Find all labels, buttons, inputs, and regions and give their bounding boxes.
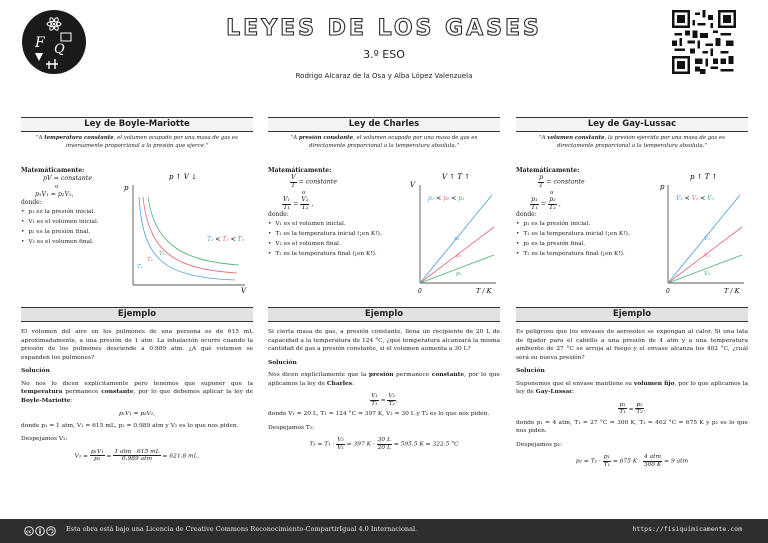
- axis-label-y: p: [660, 183, 665, 191]
- origin-label: 0: [418, 288, 422, 295]
- chart-title: p ↑ V ↓: [169, 173, 197, 181]
- gaylussac-example-title: Ejemplo: [516, 307, 748, 322]
- line-label: V₂: [704, 253, 711, 259]
- line-label: p₂: [456, 253, 462, 259]
- boyle-eq1: pV = constante: [43, 175, 93, 182]
- boyle-title: Ley de Boyle-Mariotte: [21, 117, 253, 132]
- charles-math: Matemáticamente: $\frac{V}{T}$ = constante o $\frac{\text{V₁}}{\text{T₁}}$ = $\frac{\text{V₂}}{\text{T₂}}$ , donde: • V₁ es el volumen inicial. • T₁ es la temperatura inicial (¡en K!). • V₂ es el volumen final. • T₂ es la temperatura final (¡en K!).: [268, 167, 396, 302]
- page-title: LEYES DE LOS GASES: [226, 16, 542, 41]
- license-link[interactable]: Esta obra está bajo una Licencia de Creative Commons Reconocimiento-CompartirIgual 4.0 Internacional.: [66, 525, 418, 533]
- curve-label: T₂: [147, 257, 153, 263]
- charles-quote: "A presión constante, el volumen ocupado por una masa de gas es directamente proporcional a la temperatura absoluta.": [290, 135, 478, 149]
- list-item: • T₂ es la temperatura final (¡en K!).: [516, 249, 644, 259]
- svg-text:Q: Q: [54, 42, 65, 57]
- list-item: • V₂ es el volumen final.: [21, 237, 149, 247]
- press-order: p₁ < p₂ < p₃: [428, 195, 465, 202]
- charles-chart: [408, 165, 500, 297]
- gaylussac-final: p₂ = T₂ · $\frac{\text{p₁}}{\text{T₁}}$ = 675 K · $\frac{\text{4 atm}}{300 K}$ = 9 atm: [575, 454, 689, 468]
- list-item: • V₁ es el volumen inicial.: [21, 217, 149, 227]
- page-subtitle: 3.º ESO: [363, 48, 405, 61]
- gaylussac-example: Es peligroso que los envases de aerosoles se expongan al calor. Si una lata de fijador para el cabello a una presión de 4 atm y a una temperatura ambiente de 27 °C se arroja al fuego y el envase alcanza los 402 °C, ¿cuál será su nueva presión? Solución Suponemos que el envase mantiene su volumen fijo, por lo que aplicamos la ley de Gay-Lussac: $\frac{\text{p₁}}{\text{T₁}}$ = $\frac{\text{p₂}}{\text{T₂}}$ , donde p₁ = 4 atm, T₁ = 27 °C = 300 K, T₂ = 402 °C = 675 K y p₂ es lo que nos piden. Despejamos p₂: p₂ = T₂ · $\frac{\text{p₁}}{\text{T₁}}$ = 675 K · $\frac{\text{4 atm}}{300 K}$ = 9 atm: [516, 329, 749, 468]
- svg-text:F: F: [35, 35, 45, 51]
- chart-title: p ↑ T ↑: [690, 173, 718, 181]
- creative-commons-icon[interactable]: [24, 526, 62, 536]
- site-url-link[interactable]: https://fisiquimicamente.com: [632, 525, 742, 533]
- gaylussac-column: [516, 117, 748, 519]
- gaylussac-quote: "A volumen constante, la presión ejercida por una masa de gas es directamente proporcional a la temperatura absoluta.": [539, 135, 725, 149]
- list-item: • V₁ es el volumen inicial.: [268, 219, 396, 229]
- gaylussac-chart: [654, 165, 748, 297]
- axis-label-y: V: [410, 181, 416, 189]
- charles-example: Si cierta masa de gas, a presión constante, llena un recipiente de 20 L de capacidad a la temperatura de 124 °C, ¿qué temperatura alcanzará la misma cantidad de gas a presión constante, si el volumen aumenta a 30 L? Solución Nos dicen explícitamente que la presión permanece constante, por lo que aplicamos la ley de Charles: $\frac{\text{V₁}}{\text{T₁}}$ = $\frac{\text{V₂}}{\text{T₂}}$ , donde V₁ = 20 L, T₁ = 124 °C = 397 K, V₂ = 30 L y T₂ es lo que nos piden. Despejamos T₂: T₂ = T₁ · $\frac{\text{V₂}}{\text{V₁}}$ = 397 K · $\frac{30 L}{20 L}$ = 595.5 K = 322.5 °C: [268, 329, 500, 451]
- line-label: p₁: [454, 236, 460, 242]
- boyle-chart: [123, 165, 251, 297]
- list-item: • p₁ es la presión inicial.: [21, 207, 149, 217]
- charles-column: [268, 117, 500, 519]
- authors: Rodrigo Alcaraz de la Osa y Alba López Valenzuela: [295, 72, 473, 80]
- list-item: • T₁ es la temperatura inicial (¡en K!).: [268, 229, 396, 239]
- gaylussac-title: Ley de Gay-Lussac: [516, 117, 748, 132]
- boyle-quote: "A temperatura constante, el volumen ocupado por una masa de gas es inversamente proporcional a la presión que ejerce.": [36, 135, 238, 149]
- gaylussac-eq2: $\frac{\text{p₁}}{\text{T₁}}$ = $\frac{\text{p₂}}{\text{T₂}}$ ,: [531, 196, 561, 211]
- list-item: • p₂ es la presión final.: [516, 239, 644, 249]
- list-item: • p₁ es la presión inicial.: [516, 219, 644, 229]
- list-item: • V₂ es el volumen final.: [268, 239, 396, 249]
- boyle-column: [21, 117, 253, 519]
- charles-defs: [268, 219, 396, 259]
- chart-title: V ↑ T ↑: [442, 173, 471, 181]
- axis-label-x: T / K: [476, 287, 492, 295]
- line-label: V₁: [704, 236, 711, 242]
- gaylussac-math: Matemáticamente: $\frac{p}{T}$ = constante o $\frac{\text{p₁}}{\text{T₁}}$ = $\frac{\text{p₂}}{\text{T₂}}$ , donde: • p₁ es la presión inicial. • T₁ es la temperatura inicial (¡en K!). • p₂ es la presión final. • T₂ es la temperatura final (¡en K!).: [516, 167, 644, 302]
- list-item: • p₂ es la presión final.: [21, 227, 149, 237]
- charles-final: T₂ = T₁ · $\frac{\text{V₂}}{\text{V₁}}$ = 397 K · $\frac{30 L}{20 L}$ = 595.5 K = 322.5 °C: [309, 437, 459, 451]
- curve-t2: [143, 197, 237, 273]
- line-label: V₃: [704, 271, 711, 277]
- curve-label: T₃: [159, 251, 165, 257]
- boyle-example: El volumen del aire en los pulmones de una persona es de 615 mL aproximadamente, a una presión de 1 atm. La inhalación ocurre cuando la presión de los pulmones desciende a 0.989 atm. ¿A qué volumen se expanden los pulmones? Solución No nos lo dicen explícitamente pero tenemos que suponer que la temperatura permanece constante, por lo que debemos aplicar la ley de Boyle-Mariotte: p₁V₁ = p₂V₂, donde p₁ = 1 atm, V₁ = 615 mL, p₂ = 0.989 atm y V₂ es lo que nos piden. Despejamos V₂: V₂ = $\frac{\text{p₁V₁}}{\text{p₂}}$ = $\frac{\text{1 atm · 615 mL}}{\text{0.989 atm}}$ = 621.8 mL.: [21, 329, 254, 462]
- charles-example-title: Ejemplo: [268, 307, 500, 322]
- charles-eq2: $\frac{\text{V₁}}{\text{T₁}}$ = $\frac{\text{V₂}}{\text{T₂}}$ ,: [283, 196, 314, 211]
- list-item: • T₁ es la temperatura inicial (¡en K!).: [516, 229, 644, 239]
- boyle-example-title: Ejemplo: [21, 307, 253, 322]
- origin-label: 0: [666, 288, 670, 295]
- gaylussac-eq1: $\frac{p}{T}$ = constante: [539, 174, 585, 189]
- boyle-final: V₂ = $\frac{\text{p₁V₁}}{\text{p₂}}$ = $\frac{\text{1 atm · 615 mL}}{\text{0.989 atm}}$ = 621.8 mL.: [74, 448, 200, 462]
- boyle-math: Matemáticamente: pV = constante o p₁V₁ = p₂V₂, donde: • p₁ es la presión inicial. • V₁ es el volumen inicial. • p₂ es la presión final. • V₂ es el volumen final.: [21, 167, 149, 302]
- line-label: p₃: [456, 271, 462, 277]
- axis-label-x: V: [241, 287, 247, 295]
- boyle-eq2: p₁V₁ = p₂V₂,: [35, 191, 74, 198]
- qr-code-icon[interactable]: [672, 10, 736, 74]
- axis-label-y: p: [124, 184, 129, 192]
- charles-title: Ley de Charles: [268, 117, 500, 132]
- charles-eq1: $\frac{V}{T}$ = constante: [291, 174, 338, 189]
- axis-label-x: T / K: [724, 287, 740, 295]
- footer: [0, 519, 768, 543]
- svg-text:cc: cc: [26, 530, 32, 535]
- curve-label: T₁: [137, 264, 143, 270]
- gaylussac-defs: [516, 219, 644, 259]
- list-item: • T₂ es la temperatura final (¡en K!).: [268, 249, 396, 259]
- temp-order: T₁ < T₂ < T₃: [207, 236, 244, 243]
- vol-order: V₁ < V₂ < V₃: [676, 195, 714, 202]
